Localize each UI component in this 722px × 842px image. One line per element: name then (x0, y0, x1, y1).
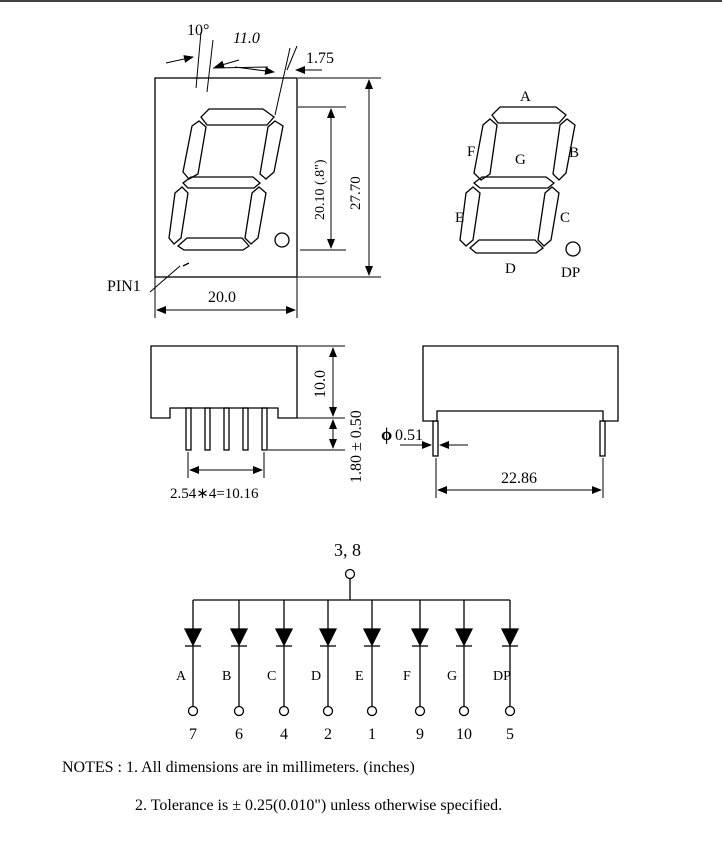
pin-number-label: 7 (189, 726, 197, 743)
segment-width-label: 1.75 (306, 50, 334, 67)
map-label-a: A (520, 89, 531, 105)
schematic-bus (193, 570, 510, 601)
map-label-dp: DP (561, 265, 581, 281)
map-dp-dot (566, 242, 580, 256)
side-view-right (423, 346, 618, 456)
front-view (155, 78, 297, 277)
diode-d (320, 600, 336, 716)
digit-height-label: 20.10 (.8") (313, 159, 328, 220)
side-view-left (151, 346, 297, 450)
segment-label: A (176, 669, 187, 684)
pin-number-label: 10 (456, 726, 472, 743)
diode-g (456, 600, 472, 716)
diode-b (231, 600, 247, 716)
map-label-f: F (467, 144, 476, 160)
diode-dp (502, 600, 518, 716)
pin-diameter-label: 0.51 (395, 427, 423, 444)
segment-label: D (311, 669, 322, 684)
pin-diameter-symbol: ϕ (381, 424, 393, 444)
diode-c (276, 600, 292, 716)
map-label-g: G (515, 152, 526, 168)
map-label-e: E (455, 210, 465, 226)
pin-number-label: 2 (324, 726, 332, 743)
segment-label: DP (493, 669, 511, 684)
note-dimensions: NOTES : 1. All dimensions are in millimeters. (inches) (62, 759, 415, 776)
pin-number-label: 5 (506, 726, 514, 743)
front-dimensions (150, 32, 381, 318)
diode-array (176, 600, 518, 743)
pitch-label: 2.54∗4=10.16 (170, 486, 259, 502)
total-width-label: 20.0 (208, 289, 236, 306)
angle-label: 10° (187, 22, 210, 39)
digit-width-label: 11.0 (233, 30, 260, 47)
common-pins-label: 3, 8 (334, 540, 361, 560)
diode-a (185, 600, 201, 716)
pin1-mark (183, 263, 189, 266)
segment-label: E (355, 669, 364, 684)
segment-label: G (447, 669, 458, 684)
segment-map-digit (460, 107, 580, 256)
map-label-c: C (560, 210, 571, 226)
common-anode-terminal (346, 570, 355, 579)
segment-label: B (222, 669, 232, 684)
pin-row-length-label: 22.86 (501, 470, 537, 487)
note-tolerance: 2. Tolerance is ± 0.25(0.010") unless otherwise specified. (135, 797, 503, 814)
diode-e (364, 600, 380, 716)
front-dp-dot (275, 233, 289, 247)
diode-f (412, 600, 428, 716)
segment-label: F (403, 669, 411, 684)
total-height-label: 27.70 (348, 176, 364, 210)
segment-map-labels (455, 89, 580, 281)
map-label-b: B (569, 145, 580, 161)
front-digit (169, 109, 283, 250)
pin-number-label: 4 (280, 726, 288, 743)
body-height-label: 10.0 (312, 370, 329, 398)
pin-length-label: 1.80 ± 0.50 (348, 410, 365, 483)
pin1-label: PIN1 (107, 278, 141, 295)
pin-number-label: 1 (368, 726, 376, 743)
pin-number-label: 9 (416, 726, 424, 743)
map-label-d: D (505, 261, 516, 277)
pin-number-label: 6 (235, 726, 243, 743)
segment-label: C (267, 669, 277, 684)
